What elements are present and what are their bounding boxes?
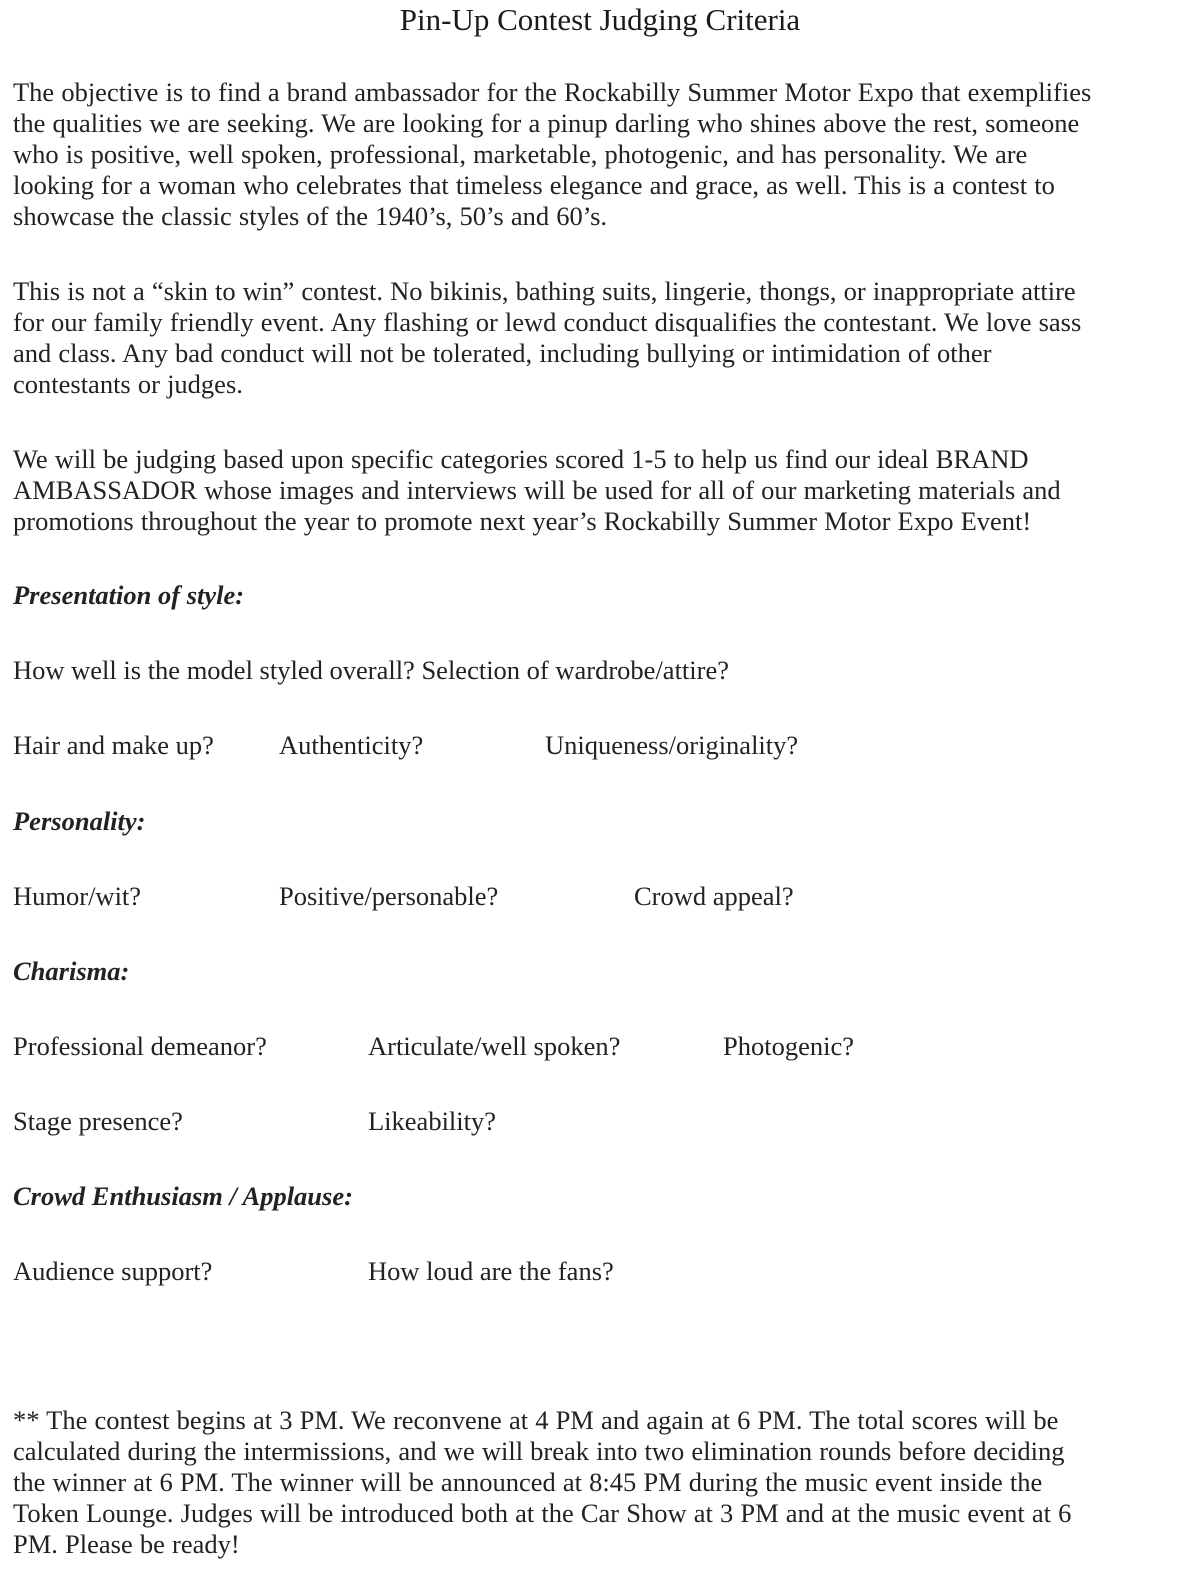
page-title: Pin-Up Contest Judging Criteria: [399, 2, 801, 37]
intro-line: showcase the classic styles of the 1940’s, 50’s and 60’s.: [13, 201, 608, 231]
criteria-item: Professional demeanor?: [13, 1031, 267, 1061]
criteria-item: Audience support?: [13, 1256, 213, 1286]
section-heading-crowd: Crowd Enthusiasm / Applause:: [13, 1181, 353, 1211]
criteria-item: Uniqueness/originality?: [545, 730, 799, 760]
footer-line: calculated during the intermissions, and we will break into two elimination rounds before deciding: [13, 1436, 1065, 1466]
criteria-item: How well is the model styled overall? Selection of wardrobe/attire?: [13, 655, 730, 685]
footer-note: [13, 1405, 1178, 1560]
criteria-item: Photogenic?: [723, 1031, 854, 1061]
footer-line: ** The contest begins at 3 PM. We reconvene at 4 PM and again at 6 PM. The total scores will be: [13, 1405, 1059, 1435]
conduct-line: for our family friendly event. Any flashing or lewd conduct disqualifies the contestant. We love sass: [13, 307, 1082, 337]
section-heading-style: Presentation of style:: [13, 580, 245, 610]
footer-line: the winner at 6 PM. The winner will be announced at 8:45 PM during the music event inside the: [13, 1467, 1043, 1497]
criteria-item: Authenticity?: [279, 730, 424, 760]
criteria-item: Hair and make up?: [13, 730, 214, 760]
criteria-item: Positive/personable?: [279, 881, 499, 911]
intro-line: the qualities we are seeking. We are looking for a pinup darling who shines above the rest, someone: [13, 108, 1080, 138]
judging-line: We will be judging based upon specific categories scored 1-5 to help us find our ideal BRAND: [13, 444, 1029, 474]
footer-line: PM. Please be ready!: [13, 1529, 240, 1559]
criteria-item: Humor/wit?: [13, 881, 142, 911]
conduct-line: This is not a “skin to win” contest. No bikinis, bathing suits, lingerie, thongs, or inappropriate attire: [13, 276, 1076, 306]
judging-line: AMBASSADOR whose images and interviews will be used for all of our marketing materials and: [13, 475, 1061, 505]
conduct-line: and class. Any bad conduct will not be tolerated, including bullying or intimidation of other: [13, 338, 992, 368]
criteria-item: Articulate/well spoken?: [368, 1031, 621, 1061]
criteria-item: Crowd appeal?: [634, 881, 794, 911]
criteria-item: How loud are the fans?: [368, 1256, 614, 1286]
intro-paragraph: [13, 77, 1178, 232]
conduct-line: contestants or judges.: [13, 369, 243, 399]
judging-paragraph: [13, 444, 1178, 537]
section-heading-charisma: Charisma:: [13, 956, 130, 986]
intro-line: looking for a woman who celebrates that timeless elegance and grace, as well. This is a contest to: [13, 170, 1055, 200]
intro-line: who is positive, well spoken, professional, marketable, photogenic, and has personality. We are: [13, 139, 1028, 169]
criteria-item: Stage presence?: [13, 1106, 183, 1136]
conduct-paragraph: [13, 276, 1178, 400]
judging-line: promotions throughout the year to promote next year’s Rockabilly Summer Motor Expo Event!: [13, 506, 1032, 536]
footer-line: Token Lounge. Judges will be introduced both at the Car Show at 3 PM and at the music event at 6: [13, 1498, 1072, 1528]
intro-line: The objective is to find a brand ambassador for the Rockabilly Summer Motor Expo that exemplifies: [13, 77, 1092, 107]
section-heading-personality: Personality:: [13, 806, 146, 836]
criteria-item: Likeability?: [368, 1106, 497, 1136]
